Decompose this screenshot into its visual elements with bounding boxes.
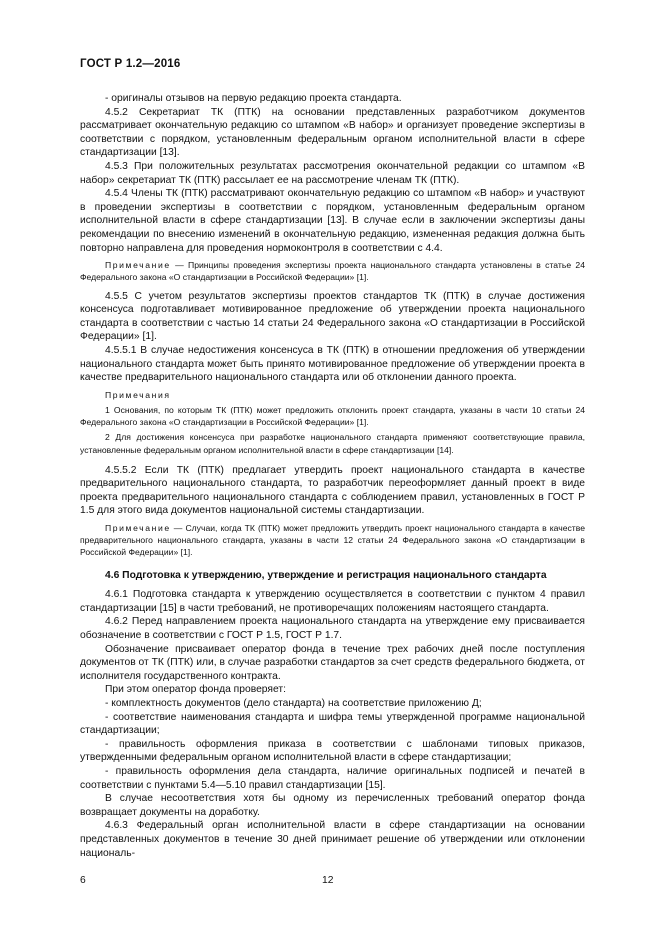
paragraph: 4.6.3 Федеральный орган исполнительной власти в сфере стандартизации на основании представленных документов в течение 30 дней принимает решение об утверждении или отклонении националь- <box>80 820 585 859</box>
list-item: - правильность оформления дела стандарта, наличие оригинальных подписей и печатей в соответствии с пунктами 5.4—5.10 правил стандартизации [15]. <box>80 766 585 791</box>
note <box>80 522 585 559</box>
note-item: 2 Для достижения консенсуса при разработке национального стандарта применяют соответствующие правила, установленные федеральным органом исполнительной власти в сфере стандартизации [14]. <box>80 432 585 455</box>
note-label: Примечание <box>105 260 171 271</box>
paragraph: 4.5.3 При положительных результатах рассмотрения окончательной редакции со штампом «В набор» секретариат ТК (ПТК) рассылает ее на рассмотрение членам ТК (ПТК). <box>80 160 585 186</box>
list-item: - правильность оформления приказа в соответствии с шаблонами типовых приказов, утвержденными федеральным органом исполнительной власти в сфере стандартизации; <box>80 738 585 764</box>
paragraph: В случае несоответствия хотя бы одному из перечисленных требований оператор фонда возвращает документы на доработку. <box>80 793 585 818</box>
paragraph: 4.5.5.2 Если ТК (ПТК) предлагает утвердить проект национального стандарта в качестве предварительного национального стандарта, то разработчик переоформляет данный проект в виде проекта предварительного национального стандарта с соблюдением правил, установленных в ГОСТ Р 1.5 для этого вида документов национальной системы стандартизации. <box>80 464 585 517</box>
paragraph: При этом оператор фонда проверяет: <box>105 684 286 696</box>
paragraph: Обозначение присваивает оператор фонда в течение трех рабочих дней после поступления документов от ТК (ПТК) или, в случае разработки стандартов за счет средств федерального бюджета, от исполнителя государственного контракта. <box>80 643 585 682</box>
document-header: ГОСТ Р 1.2—2016 <box>80 58 181 70</box>
list-item: - комплектность документов (дело стандарта) на соответствие приложению Д; <box>105 698 482 710</box>
page-number-center: 12 <box>322 875 334 886</box>
paragraph: 4.5.4 Члены ТК (ПТК) рассматривают окончательную редакцию со штампом «В набор» и участвуют в проведении экспертизы в соответствии с порядком, установленным федеральным органом исполнительной власти в сфере стандартизации [13]. В случае если в заключении экспертизы даны рекомендации по внесению изменений в окончательную редакцию, измененная редакция должна быть повторно направлена для проведения нормоконтроля в соответствии с 4.4. <box>80 188 585 254</box>
paragraph: 4.6.1 Подготовка стандарта к утверждению осуществляется в соответствии с пунктом 4 правил стандартизации [15] в части требований, не противоречащих положениям настоящего стандарта. <box>80 589 585 614</box>
paragraph: 4.5.5.1 В случае недостижения консенсуса в ТК (ПТК) в отношении предложения об утверждении национального стандарта может быть принято мотивированное предложение об утверждении проекта в качестве предварительного национального стандарта или об отклонении данного проекта. <box>80 344 585 384</box>
note-label: Примечание <box>105 523 171 534</box>
section-title: 4.6 Подготовка к утверждению, утверждение и регистрация национального стандарта <box>105 569 547 581</box>
notes-heading: Примечания <box>105 389 171 400</box>
list-item: - соответствие наименования стандарта и шифра темы утвержденной программе национальной стандартизации; <box>80 711 585 737</box>
paragraph: 4.5.2 Секретариат ТК (ПТК) на основании представленных разработчиком документов рассматривает окончательную редакцию со штампом «В набор» и организует проведение экспертизы в соответствии с порядком, установленным федеральным органом исполнительной власти в сфере стандартизации [13]. <box>80 106 585 159</box>
note-text: — Случаи, когда ТК (ПТК) может предложить утвердить проект национального стандарта в качестве предварительного национального стандарта, указаны в части 12 статьи 24 Федерального закона «О стандартизации в Российской Федерации» [1]. <box>80 523 585 558</box>
paragraph: 4.6.2 Перед направлением проекта национального стандарта на утверждение ему присваивается обозначение в соответствии с ГОСТ Р 1.5, ГОСТ Р 1.7. <box>80 616 585 642</box>
note-text: — Принципы проведения экспертизы проекта национального стандарта установлены в статье 24 Федерального закона «О стандартизации в Российской Федерации» [1]. <box>80 260 585 283</box>
note-item: 1 Основания, по которым ТК (ПТК) может предложить отклонить проект стандарта, указаны в части 10 статьи 24 Федерального закона «О стандартизации в Российской Федерации» [1]. <box>80 404 585 428</box>
paragraph: 4.5.5 С учетом результатов экспертизы проектов стандартов ТК (ПТК) в случае достижения консенсуса подготавливает мотивированное предложение об утверждении проекта национального стандарта в соответствии с частью 14 статьи 24 Федерального закона «О стандартизации в Российской Федерации» [1]. <box>80 290 585 343</box>
document-body <box>80 92 585 860</box>
paragraph: - оригиналы отзывов на первую редакцию проекта стандарта. <box>105 93 402 104</box>
note <box>80 259 585 283</box>
page-number: 6 <box>80 875 86 886</box>
